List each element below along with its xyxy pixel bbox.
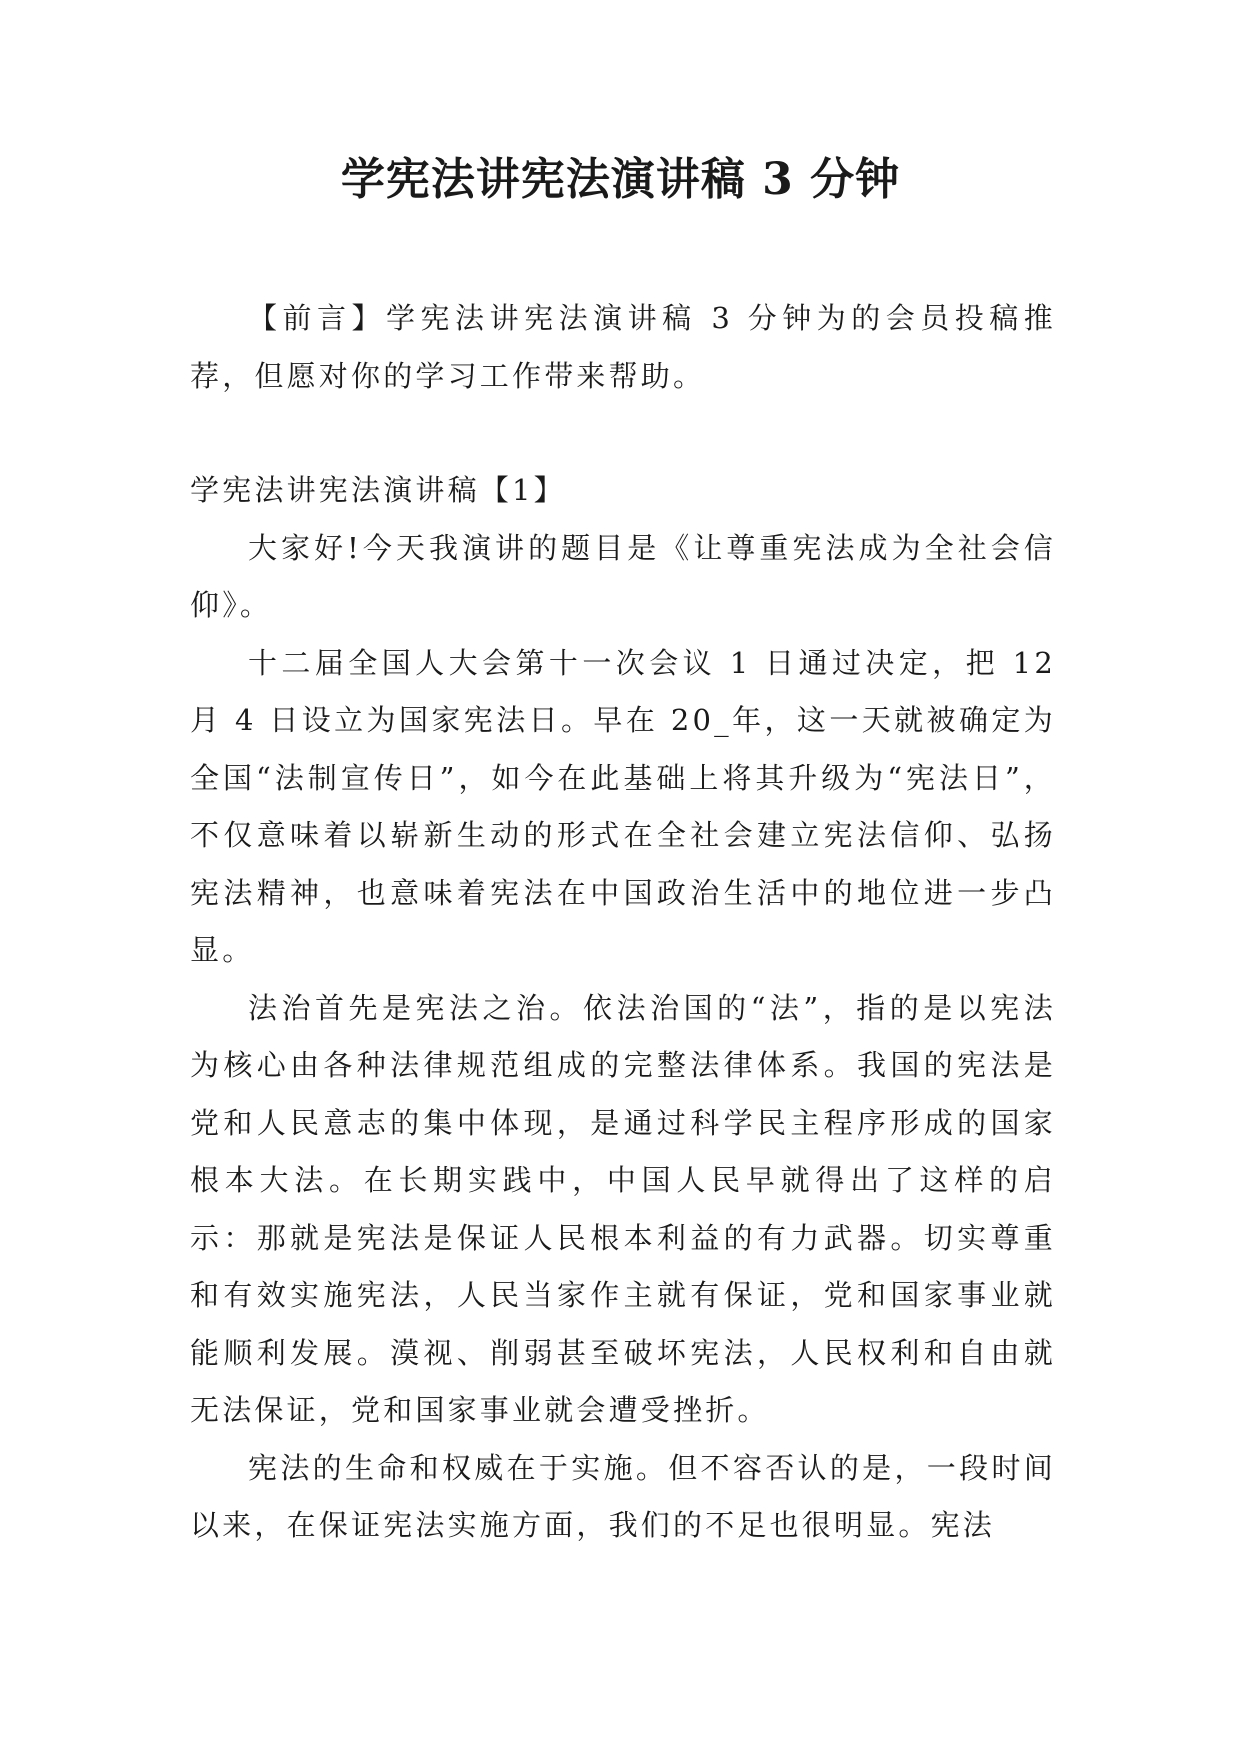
body-paragraph: 宪法的生命和权威在于实施。但不容否认的是，一段时间以来，在保证宪法实施方面，我们的不足也很明显。宪法 <box>190 1450 1056 1542</box>
document-title: 学宪法讲宪法演讲稿 3 分钟 <box>340 154 901 205</box>
section-heading: 学宪法讲宪法演讲稿【1】 <box>190 473 566 507</box>
body-paragraph: 法治首先是宪法之治。依法治国的“法”，指的是以宪法为核心由各种法律规范组成的完整法律体系。我国的宪法是党和人民意志的集中体现，是通过科学民主程序形成的国家根本大法。在长期实践中，中国人民早就得出了这样的启示：那就是宪法是保证人民根本利益的有力武器。切实尊重和有效实施宪法，人民当家作主就有保证，党和国家事业就能顺利发展。漠视、削弱甚至破坏宪法，人民权利和自由就无法保证，党和国家事业就会遭受挫折。 <box>190 990 1056 1427</box>
body-paragraph: 大家好!今天我演讲的题目是《让尊重宪法成为全社会信仰》。 <box>190 530 1056 622</box>
body-paragraph: 十二届全国人大会第十一次会议 1 日通过决定，把 12 月 4 日设立为国家宪法日。早在 20_年，这一天就被确定为全国“法制宣传日”，如今在此基础上将其升级为“宪法日”，不仅意味着以崭新生动的形式在全社会建立宪法信仰、弘扬宪法精神，也意味着宪法在中国政治生活中的地位进一步凸显。 <box>190 645 1056 967</box>
document-body <box>190 290 1056 1555</box>
preface-paragraph: 【前言】学宪法讲宪法演讲稿 3 分钟为的会员投稿推荐，但愿对你的学习工作带来帮助。 <box>190 301 1056 393</box>
